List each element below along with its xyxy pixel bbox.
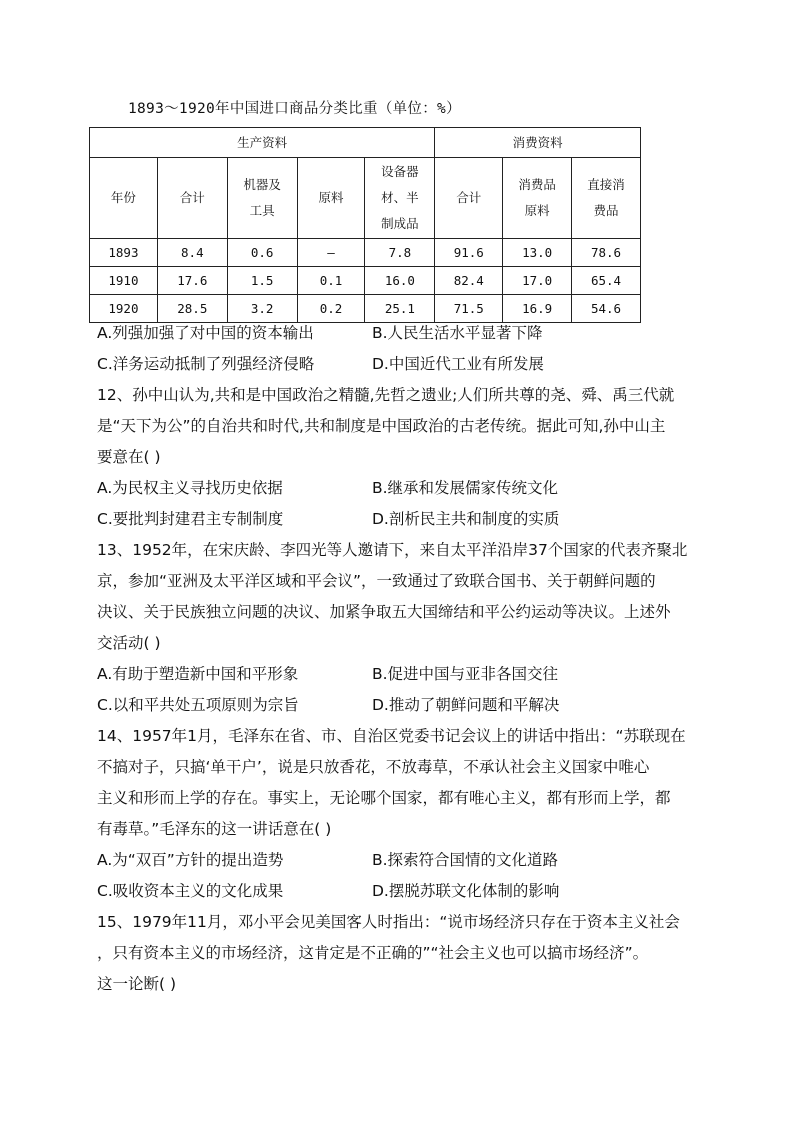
- q14-option-b: B.探索符合国情的文化道路: [372, 851, 559, 869]
- q15-line: 这一论断( ): [97, 975, 177, 993]
- header-line: 设备器: [381, 164, 419, 179]
- col-header-total-consumption: 合计: [435, 158, 503, 239]
- table-cell: 17.6: [157, 267, 227, 295]
- header-line: 制成品: [381, 216, 419, 231]
- table-cell: 1920: [90, 295, 158, 323]
- col-header-year: 年份: [90, 158, 158, 239]
- col-header-total-production: 合计: [157, 158, 227, 239]
- table-cell: 0.2: [297, 295, 365, 323]
- col-header-direct-consumer: [572, 158, 641, 239]
- table-row: [90, 295, 641, 323]
- q14-line: 不搞对子，只搞‘单干户’，说是只放香花，不放毒草，不承认社会主义国家中唯心: [97, 758, 650, 776]
- table-row: [90, 267, 641, 295]
- q14-option-d: D.摆脱苏联文化体制的影响: [372, 882, 560, 900]
- col-header-consumer-raw: [503, 158, 572, 239]
- q14-stem: [97, 721, 697, 845]
- q14-line: 14、1957年1月，毛泽东在省、市、自治区党委书记会议上的讲话中指出：“苏联现在: [97, 727, 686, 745]
- table-cell: 54.6: [572, 295, 641, 323]
- import-share-table: [89, 127, 641, 323]
- q15-stem: [97, 907, 697, 1000]
- q11-option-b: B.人民生活水平显著下降: [372, 324, 543, 342]
- q13-stem: [97, 535, 697, 659]
- q13-option-a: A.有助于塑造新中国和平形象: [97, 665, 299, 683]
- q12-option-c: C.要批判封建君主专制制度: [97, 510, 284, 528]
- table-cell: 28.5: [157, 295, 227, 323]
- table-column-header-row: [90, 158, 641, 239]
- table-cell: 78.6: [572, 239, 641, 267]
- table-cell: 91.6: [435, 239, 503, 267]
- q11-option-d: D.中国近代工业有所发展: [372, 355, 544, 373]
- table-cell: 82.4: [435, 267, 503, 295]
- q13-line: 交活动( ): [97, 634, 161, 652]
- q13-option-d: D.推动了朝鲜问题和平解决: [372, 696, 560, 714]
- table-cell: 16.9: [503, 295, 572, 323]
- q12-option-b: B.继承和发展儒家传统文化: [372, 479, 559, 497]
- table-cell: 1.5: [227, 267, 297, 295]
- header-line: 直接消: [587, 177, 625, 192]
- table-cell: 0.1: [297, 267, 365, 295]
- q11-option-a: A.列强加强了对中国的资本输出: [97, 324, 314, 342]
- q12-line: 12、孙中山认为,共和是中国政治之精髓,先哲之遗业;人们所共尊的尧、舜、禹三代就: [97, 386, 675, 404]
- header-line: 消费品: [518, 177, 556, 192]
- table-cell: 17.0: [503, 267, 572, 295]
- q14-option-c: C.吸收资本主义的文化成果: [97, 882, 284, 900]
- table-cell: 1893: [90, 239, 158, 267]
- header-line: 原料: [524, 203, 550, 218]
- col-header-machinery: [227, 158, 297, 239]
- table-title: 1893～1920年中国进口商品分类比重（单位：%）: [128, 101, 461, 117]
- q14-line: 有毒草。”毛泽东的这一讲话意在( ): [97, 820, 332, 838]
- q13-option-c: C.以和平共处五项原则为宗旨: [97, 696, 299, 714]
- q14-line: 主义和形而上学的存在。事实上，无论哪个国家，都有唯心主义，都有形而上学，都: [97, 789, 671, 807]
- table-cell: 0.6: [227, 239, 297, 267]
- q13-line: 京，参加“亚洲及太平洋区域和平会议”，一致通过了致联合国书、关于朝鲜问题的: [97, 572, 656, 590]
- table-cell: 3.2: [227, 295, 297, 323]
- q12-line: 要意在( ): [97, 448, 161, 466]
- header-line: 材、半: [381, 190, 419, 205]
- q13-option-b: B.促进中国与亚非各国交往: [372, 665, 559, 683]
- table-cell: 8.4: [157, 239, 227, 267]
- table-cell: 7.8: [365, 239, 435, 267]
- col-header-raw-material: 原料: [297, 158, 365, 239]
- table-cell: 25.1: [365, 295, 435, 323]
- table-row: [90, 239, 641, 267]
- table-group-header-row: [90, 128, 641, 158]
- q13-line: 决议、关于民族独立问题的决议、加紧争取五大国缔结和平公约运动等决议。上述外: [97, 603, 671, 621]
- table-cell: 16.0: [365, 267, 435, 295]
- q14-option-a: A.为“双百”方针的提出造势: [97, 851, 284, 869]
- table-cell: 65.4: [572, 267, 641, 295]
- q12-option-a: A.为民权主义寻找历史依据: [97, 479, 283, 497]
- table-cell: —: [297, 239, 365, 267]
- header-line: 费品: [593, 203, 619, 218]
- col-header-equipment: [365, 158, 435, 239]
- q12-stem: [97, 380, 697, 473]
- q15-line: ，只有资本主义的市场经济，这肯定是不正确的”“社会主义也可以搞市场经济”。: [97, 944, 649, 962]
- q15-line: 15、1979年11月，邓小平会见美国客人时指出：“说市场经济只存在于资本主义社会: [97, 913, 680, 931]
- table-cell: 71.5: [435, 295, 503, 323]
- q13-line: 13、1952年，在宋庆龄、李四光等人邀请下，来自太平洋沿岸37个国家的代表齐聚北: [97, 541, 688, 559]
- group-header-production: 生产资料: [90, 128, 435, 158]
- table-cell: 13.0: [503, 239, 572, 267]
- table-cell: 1910: [90, 267, 158, 295]
- q11-option-c: C.洋务运动抵制了列强经济侵略: [97, 355, 315, 373]
- header-line: 工具: [249, 203, 275, 218]
- group-header-consumption: 消费资料: [435, 128, 641, 158]
- q12-option-d: D.剖析民主共和制度的实质: [372, 510, 560, 528]
- header-line: 机器及: [243, 177, 281, 192]
- q12-line: 是“天下为公”的自治共和时代,共和制度是中国政治的古老传统。据此可知,孙中山主: [97, 417, 666, 435]
